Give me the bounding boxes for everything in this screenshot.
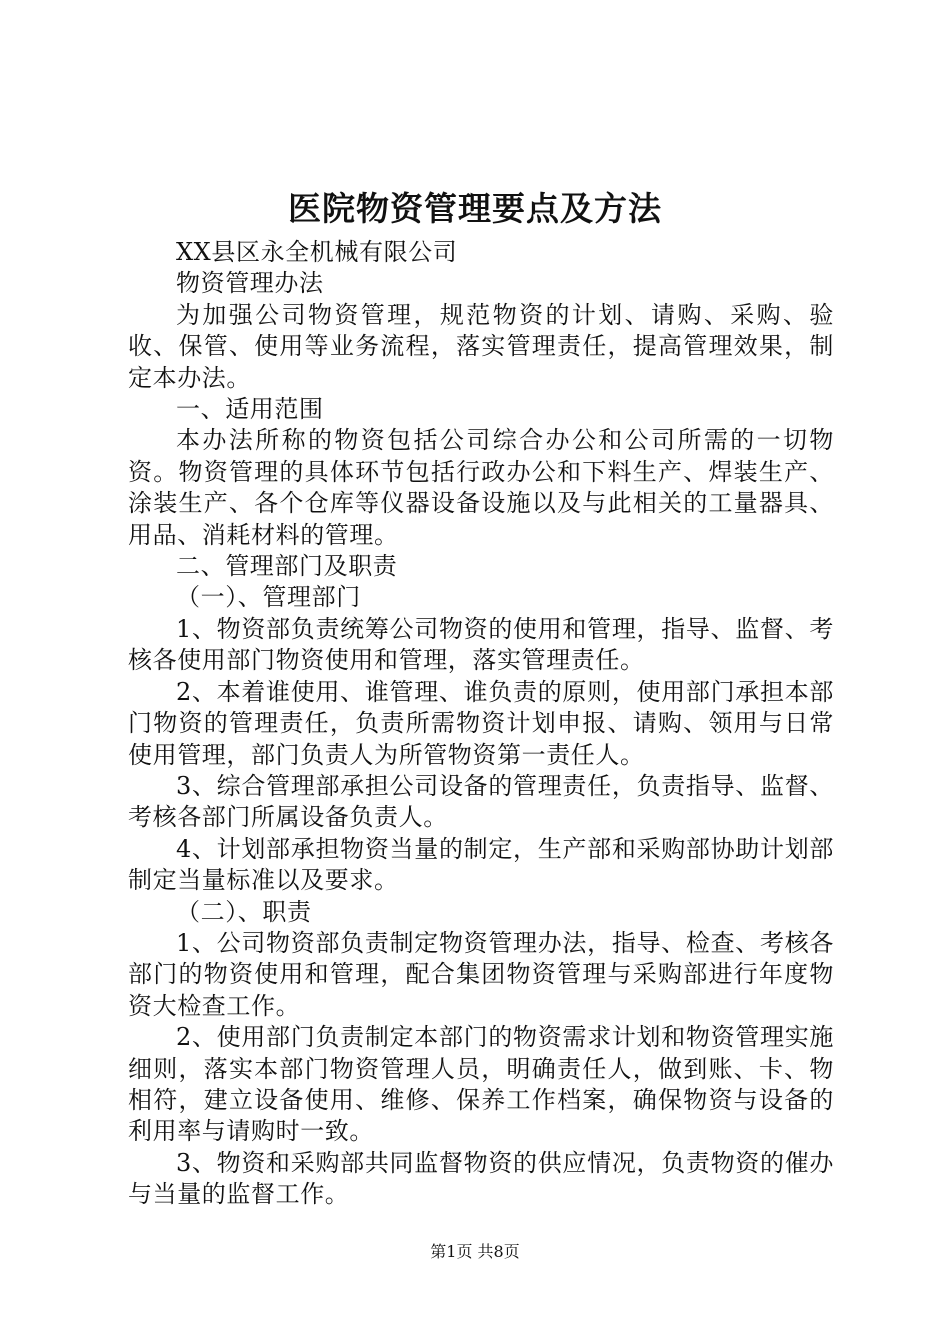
paragraph-company-name: XX县区永全机械有限公司 [176, 238, 458, 266]
paragraph-dept-item-4: 4、计划部承担物资当量的制定，生产部和采购部协助计划部制定当量标准以及要求。 [128, 834, 834, 895]
paragraph-duty-item-2: 2、使用部门负责制定本部门的物资需求计划和物资管理实施细则，落实本部门物资管理人员，明确责任人，做到账、卡、物相符，建立设备使用、维修、保养工作档案，确保物资与设备的利用率与请购时一致。 [128, 1023, 834, 1146]
paragraph-duty-item-1: 1、公司物资部负责制定物资管理办法，指导、检查、考核各部门的物资使用和管理，配合集团物资管理与采购部进行年度物资大检查工作。 [128, 928, 834, 1020]
subsection-heading-departments: （一）、管理部门 [176, 583, 361, 612]
paragraph-dept-item-1: 1、物资部负责统筹公司物资的使用和管理，指导、监督、考核各使用部门物资使用和管理，落实管理责任。 [128, 614, 834, 675]
paragraph-scope: 本办法所称的物资包括公司综合办公和公司所需的一切物资。物资管理的具体环节包括行政办公和下料生产、焊装生产、涂装生产、各个仓库等仪器设备设施以及与此相关的工量器具、用品、消耗材料的管理。 [128, 426, 834, 549]
paragraph-intro: 为加强公司物资管理，规范物资的计划、请购、采购、验收、保管、使用等业务流程，落实管理责任，提高管理效果，制定本办法。 [128, 300, 834, 392]
document-body [128, 237, 834, 1211]
section-heading-scope: 一、适用范围 [176, 395, 324, 424]
paragraph-duty-item-3: 3、物资和采购部共同监督物资的供应情况，负责物资的催办与当量的监督工作。 [128, 1148, 834, 1209]
paragraph-dept-item-3: 3、综合管理部承担公司设备的管理责任，负责指导、监督、考核各部门所属设备负责人。 [128, 771, 834, 832]
subsection-heading-duties: （二）、职责 [176, 897, 312, 926]
document-title: 医院物资管理要点及方法 [288, 189, 662, 228]
paragraph-dept-item-2: 2、本着谁使用、谁管理、谁负责的原则，使用部门承担本部门物资的管理责任，负责所需物资计划申报、请购、领用与日常使用管理，部门负责人为所管物资第一责任人。 [128, 677, 834, 769]
page-number-footer: 第1页 共8页 [430, 1242, 520, 1261]
section-heading-departments: 二、管理部门及职责 [176, 552, 398, 581]
paragraph-doc-name: 物资管理办法 [176, 269, 324, 298]
